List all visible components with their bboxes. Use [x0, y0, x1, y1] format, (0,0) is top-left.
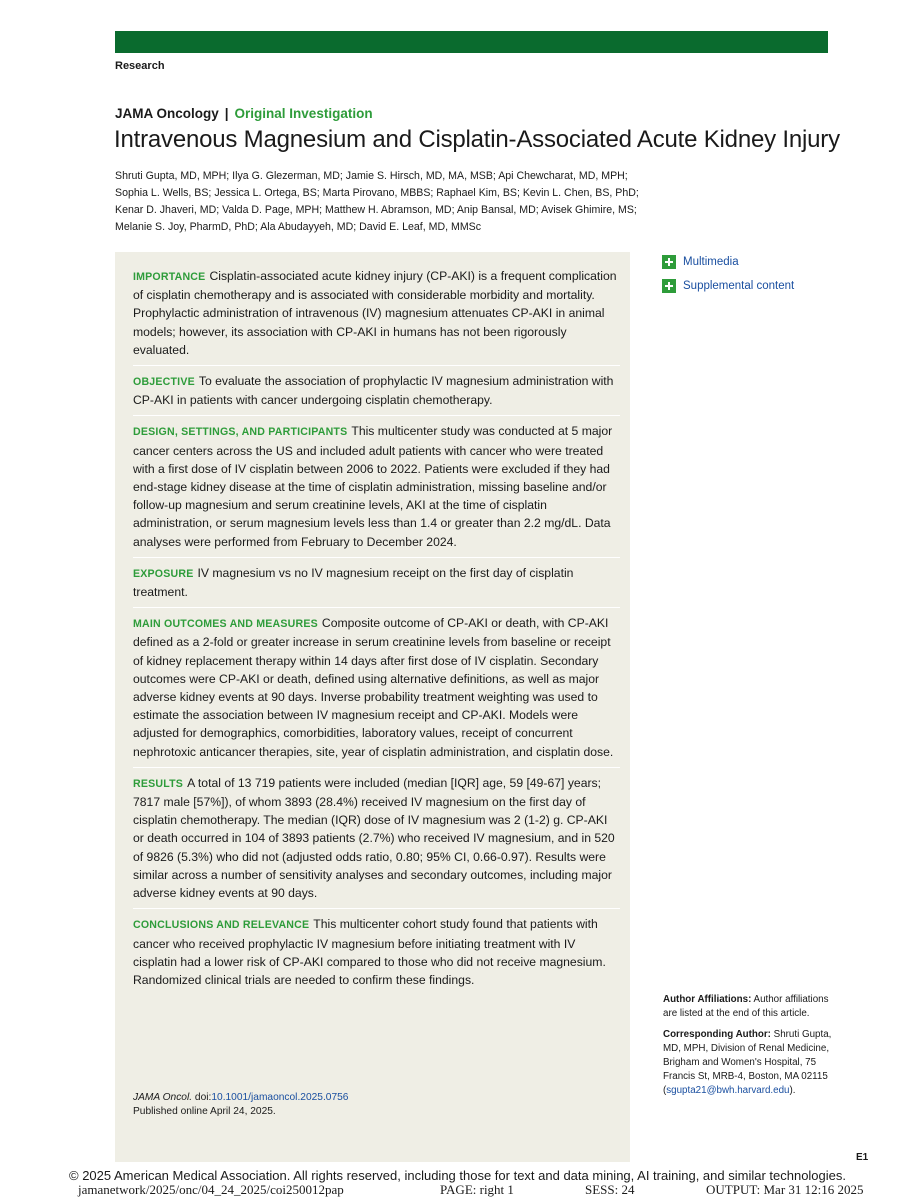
author-affiliations [663, 993, 835, 1021]
production-session: SESS: 24 [585, 1182, 635, 1197]
multimedia-label: Multimedia [683, 256, 739, 268]
abstract-objective [133, 372, 620, 416]
article-title: Intravenous Magnesium and Cisplatin-Associated Acute Kidney Injury [114, 126, 840, 153]
author-info [663, 993, 835, 1105]
copyright-notice: © 2025 American Medical Association. All rights reserved, including those for text and data mining, AI training, and similar technologies. [69, 1168, 846, 1183]
plus-icon [662, 279, 676, 293]
side-links [662, 250, 794, 298]
journal-line [115, 106, 373, 121]
published-date: Published online April 24, 2025. [133, 1106, 276, 1117]
plus-icon [662, 255, 676, 269]
citation-doi-line [133, 1091, 348, 1105]
abstract-heading: RESULTS [133, 777, 184, 790]
journal-name: JAMA Oncology [115, 106, 219, 121]
abstract-text: Composite outcome of CP-AKI or death, with CP-AKI defined as a 2-fold or greater increase in serum creatinine levels from baseline or receipt of kidney replacement therapy within 14 days after first dose of IV cisplatin. Secondary outcomes were CP-AKI or death, defined using alternative definitions, as well as major adverse kidney events at 90 days. Inverse probability treatment weighting was used to estimate the association between IV magnesium receipt and CP-AKI. Models were adjusted for demographics, comorbidities, laboratory values, receipt of concurrent nephrotoxic anticancer therapies, site, year of cisplatin administration, and cisplatin dose. [133, 616, 614, 759]
abstract-text: IV magnesium vs no IV magnesium receipt on the first day of cisplatin treatment. [133, 565, 574, 600]
corresponding-author [663, 1028, 835, 1098]
supplemental-content-label: Supplemental content [683, 280, 795, 292]
abstract-heading: EXPOSURE [133, 567, 194, 580]
corresponding-email-link[interactable]: sgupta21@bwh.harvard.edu [666, 1085, 790, 1096]
abstract-heading: MAIN OUTCOMES AND MEASURES [133, 618, 318, 631]
corresponding-text: Shruti Gupta, MD, MPH, Division of Renal Medicine, Brigham and Women's Hospital, 75 Francis St, MRB-4, Boston, MA 02115 ( [663, 1029, 832, 1096]
abstract-results [133, 774, 620, 909]
supplemental-content-link[interactable] [662, 274, 794, 298]
author-list: Shruti Gupta, MD, MPH; Ilya G. Glezerman, MD; Jamie S. Hirsch, MD, MA, MSB; Api Chewcharat, MD, MPH; Sophia L. Wells, BS; Jessica L. Ortega, BS; Marta Pirovano, MBBS; Raphael Kim, BS; Kevin L. Chen, BS, PhD; Kenar D. Jhaveri, MD; Valda D. Page, MPH; Matthew H. Abramson, MD; Anip Bansal, MD; Avisek Ghimire, MS; Melanie S. Joy, PharmD, PhD; Ala Abudayyeh, MD; David E. Leaf, MD, MMSc [115, 170, 639, 233]
abstract-panel [115, 252, 630, 1162]
citation [133, 1091, 348, 1119]
citation-doi-prefix: doi: [194, 1092, 212, 1103]
citation-journal: JAMA Oncol. [133, 1092, 193, 1103]
journal-separator: | [224, 106, 229, 121]
abstract-heading: IMPORTANCE [133, 271, 206, 283]
corresponding-close: ). [789, 1085, 796, 1096]
abstract-conclusions [133, 915, 620, 995]
abstract-heading: CONCLUSIONS AND RELEVANCE [133, 919, 310, 932]
abstract-text: Cisplatin-associated acute kidney injury (CP-AKI) is a frequent complication of cisplatin chemotherapy and is associated with considerable morbidity and mortality. Prophylactic administration of intravenous (IV) magnesium attenuates CP-AKI in animal models; however, its association with CP-AKI in humans has not been rigorously evaluated. [133, 269, 617, 357]
abstract-sections [133, 267, 620, 1001]
abstract-outcomes [133, 614, 620, 768]
affiliations-heading: Author Affiliations: [663, 994, 752, 1005]
abstract-heading: DESIGN, SETTINGS, AND PARTICIPANTS [133, 426, 348, 439]
abstract-heading: OBJECTIVE [133, 376, 195, 389]
section-label: Research [115, 60, 165, 72]
page-number: E1 [856, 1152, 869, 1163]
abstract-design [133, 422, 620, 557]
production-output: OUTPUT: Mar 31 12:16 2025 [706, 1182, 864, 1197]
article-type: Original Investigation [234, 106, 373, 121]
header-bar [115, 31, 828, 53]
abstract-text: A total of 13 719 patients were included (median [IQR] age, 59 [49-67] years; 7817 male [57%]), of whom 3893 (28.4%) received IV magnesium on the first day of cisplatin chemotherapy. The median (IQR) dose of IV magnesium was 2 (1-2) g. CP-AKI or death occurred in 104 of 3893 patients (2.7%) who received IV magnesium, and in 520 of 9826 (5.3%) who did not (adjusted odds ratio, 0.80; 95% CI, 0.66-0.97). Results were similar across a number of sensitivity analyses and secondary outcomes, including major adverse kidney events at 90 days. [133, 775, 615, 901]
abstract-text: To evaluate the association of prophylactic IV magnesium administration with CP-AKI in patients with cancer undergoing cisplatin chemotherapy. [133, 374, 614, 408]
production-path: jamanetwork/2025/onc/04_24_2025/coi250012pap [78, 1182, 344, 1197]
multimedia-link[interactable] [662, 250, 794, 274]
doi-link[interactable]: 10.1001/jamaoncol.2025.0756 [211, 1092, 349, 1103]
abstract-exposure [133, 564, 620, 608]
abstract-text: This multicenter cohort study found that patients with cancer who received prophylactic IV magnesium before initiating treatment with IV cisplatin had a lower risk of CP-AKI compared to those who did not receive magnesium. Randomized clinical trials are needed to confirm these findings. [133, 917, 606, 987]
corresponding-heading: Corresponding Author: [663, 1029, 771, 1040]
affiliations-text: Author affiliations are listed at the end of this article. [663, 994, 829, 1019]
production-page: PAGE: right 1 [440, 1182, 514, 1197]
abstract-importance [133, 267, 620, 366]
abstract-text: This multicenter study was conducted at 5 major cancer centers across the US and included adult patients with cancer who were treated with a first dose of IV cisplatin between 2006 to 2022. Patients were excluded if they had end-stage kidney disease at the time of cisplatin administration, missing baseline and/or follow-up magnesium and serum creatinine levels, AKI at the time of cisplatin administration, or serum magnesium levels less than 1.4 or greater than 2.2 mg/dL. Data analyses were performed from February to December 2024. [133, 424, 613, 549]
